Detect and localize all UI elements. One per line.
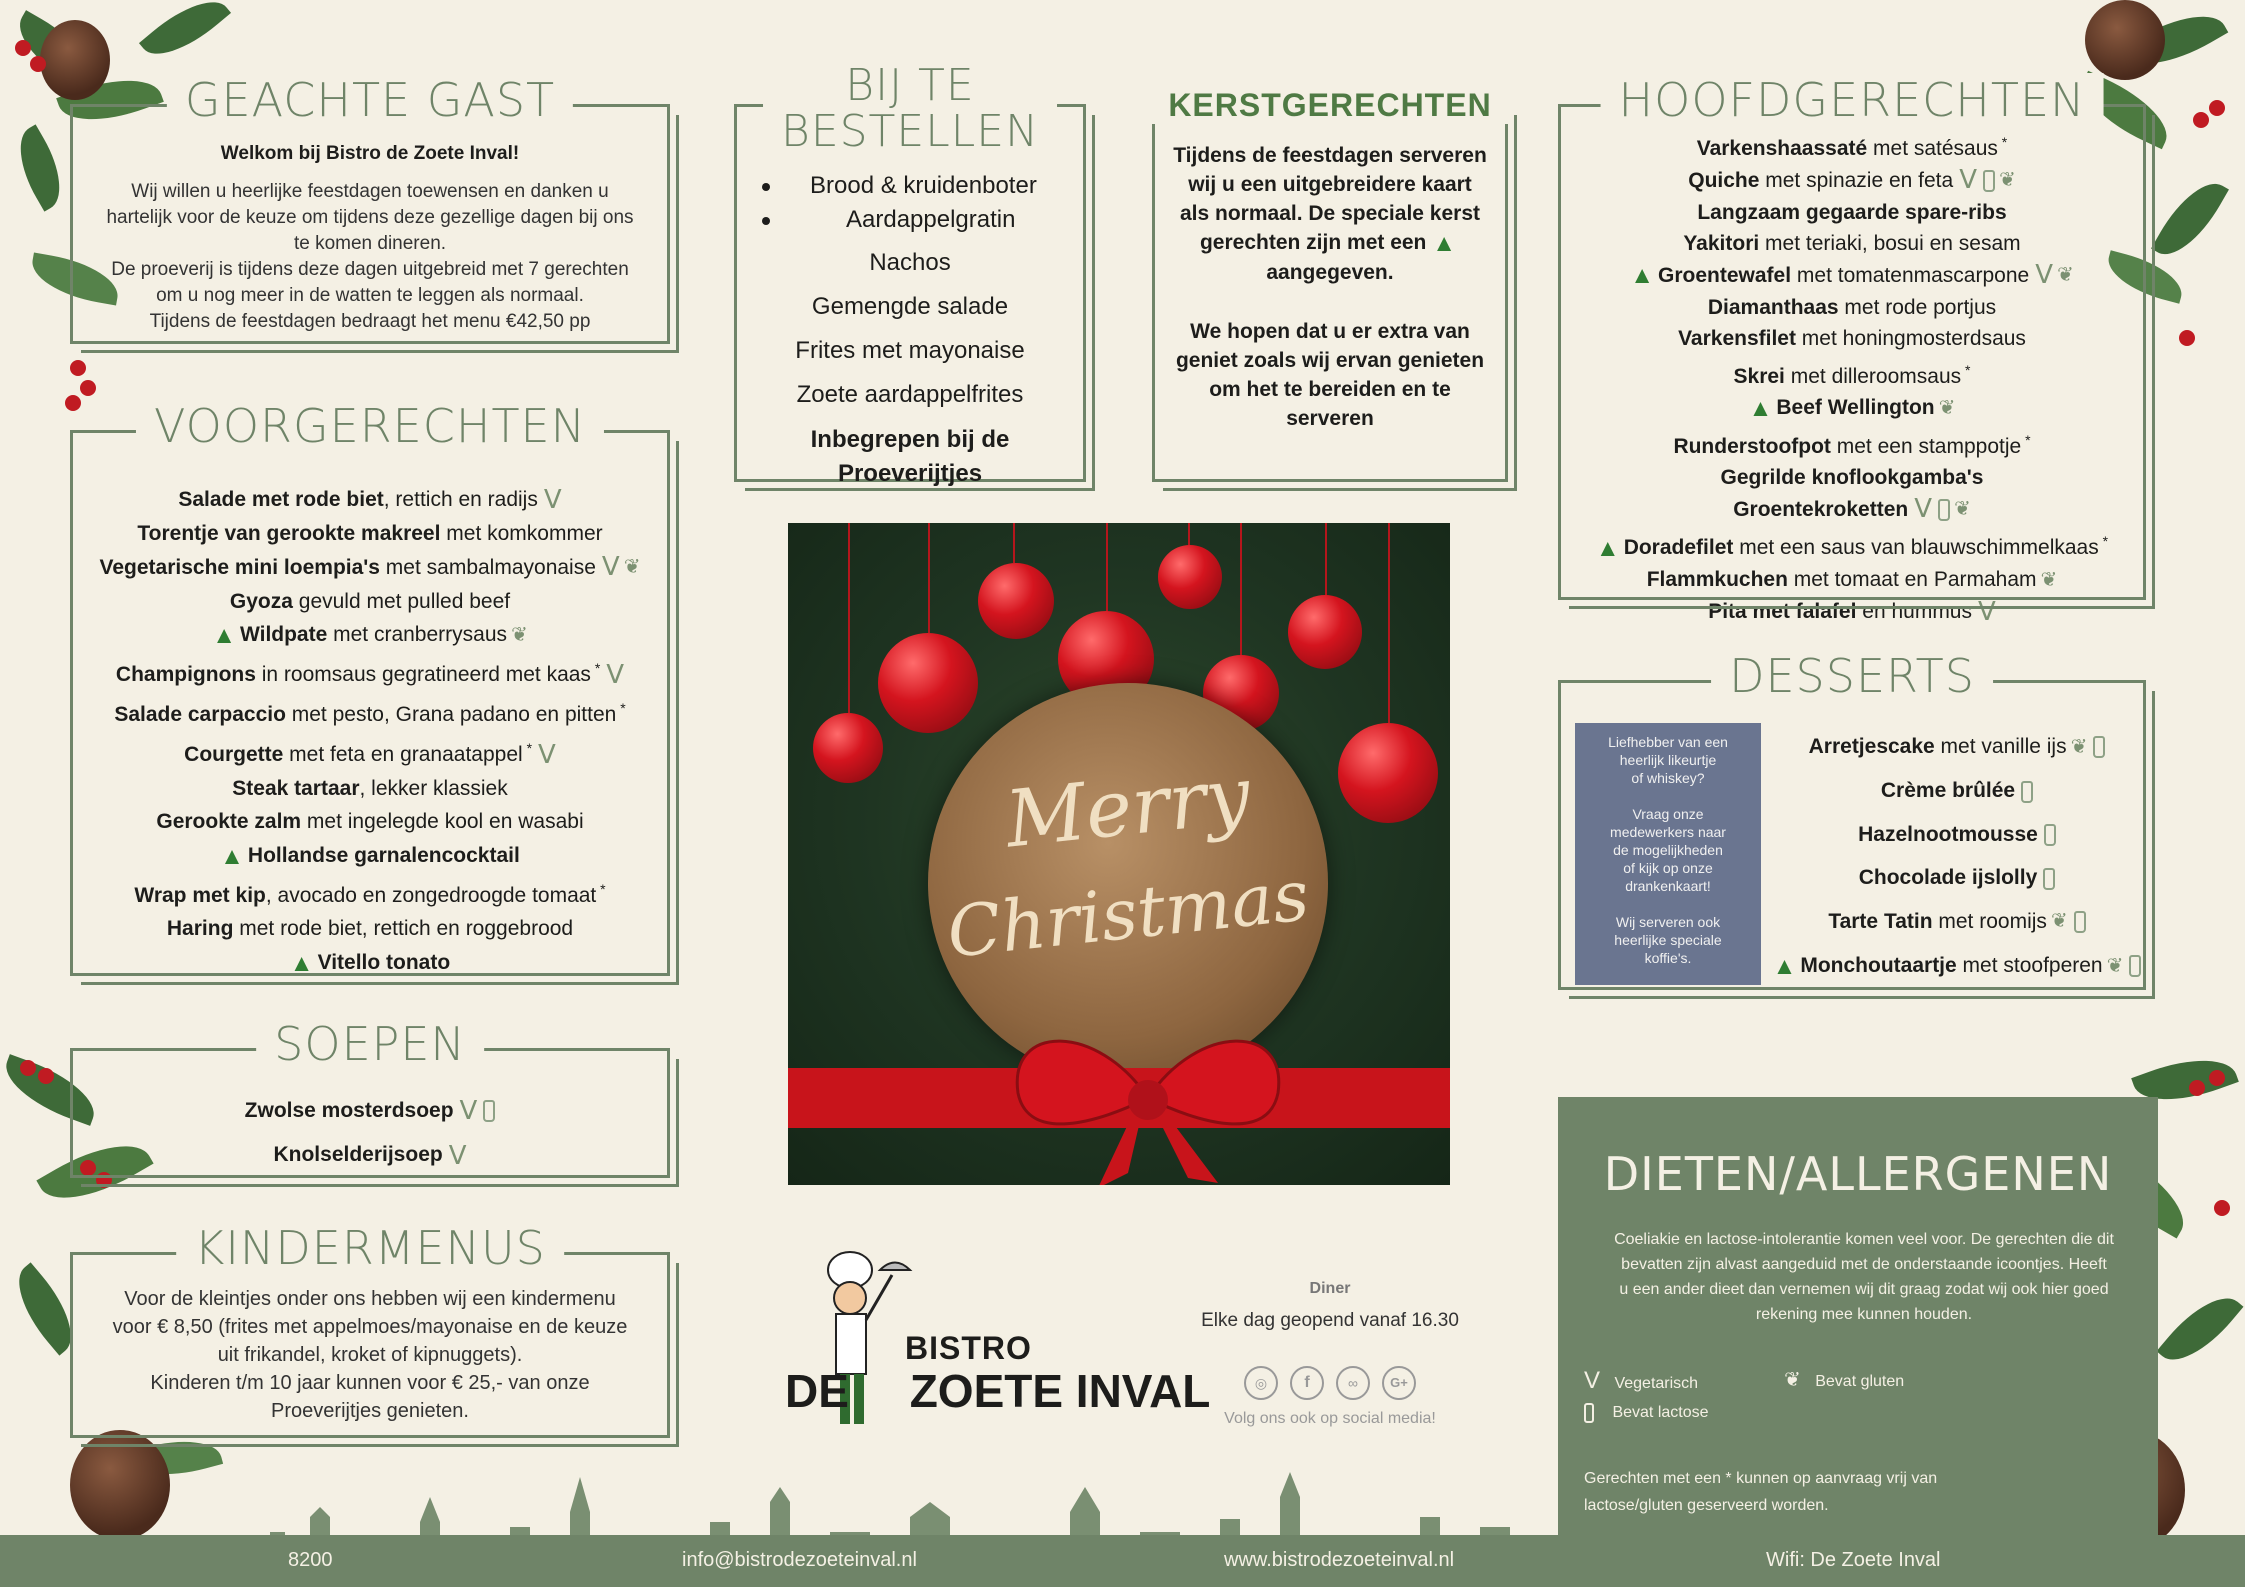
footer-email[interactable]: info@bistrodezoeteinval.nl <box>682 1549 917 1571</box>
pinecone-icon <box>70 1430 170 1540</box>
dish-name: Monchoutaartje <box>1800 953 1957 977</box>
vegetarian-icon: V <box>1914 494 1933 525</box>
red-bow-icon <box>988 1003 1308 1185</box>
starter-dish-row <box>73 839 667 873</box>
soups-heading: SOEPEN <box>256 1017 484 1071</box>
dish-description: met een stamppotje <box>1830 434 2022 458</box>
footer-phone: 8200 <box>288 1549 333 1571</box>
main-dish-row <box>1561 596 2143 628</box>
gluten-icon: ❦ <box>2040 568 2058 591</box>
starters-heading: VOORGERECHTEN <box>136 399 604 453</box>
vegetarian-icon: V <box>606 660 625 691</box>
main-dish-row <box>1561 392 2143 424</box>
dish-description: en hummus <box>1856 600 1972 624</box>
dish-name: Varkenshaassaté <box>1696 137 1868 160</box>
lactose-icon <box>1983 170 1995 192</box>
main-dish-row <box>1561 323 2143 355</box>
vegetarian-icon: V <box>459 1096 478 1127</box>
dish-name: Hollandse garnalencocktail <box>247 843 520 867</box>
drinks-info-box: Liefhebber van een heerlijk likeurtje of whiskey? Vraag onze medewerkers naar de mogelijkheden of kijk op onze drankenkaart! Wij serveren ook heerlijke speciale koffie's. <box>1575 723 1761 985</box>
christmas-tree-icon: ▲ <box>1630 262 1655 290</box>
footer-wifi: Wifi: De Zoete Inval <box>1766 1549 1941 1571</box>
dish-description: met spinazie en feta <box>1759 168 1954 192</box>
lactose-icon <box>2093 736 2105 758</box>
dish-description: in roomsaus gegratineerd met kaas <box>255 663 591 687</box>
asterisk-mark: * <box>1961 361 1971 378</box>
starter-dish-row <box>73 692 667 731</box>
diets-footnote: Gerechten met een * kunnen op aanvraag vrij van lactose/gluten geserveerd worden. <box>1584 1470 1938 1514</box>
starter-dish-row <box>73 946 667 980</box>
starter-dish-row <box>73 483 667 517</box>
starter-dish-row <box>73 912 667 945</box>
gluten-icon: ❦ <box>2056 264 2074 287</box>
starter-dish-row <box>73 805 667 838</box>
starter-dish-row <box>73 517 667 550</box>
starters-panel <box>70 399 670 977</box>
order-heading: BIJ TE BESTELLEN <box>763 63 1057 155</box>
christmas-dishes-panel <box>1152 87 1508 482</box>
order-panel <box>734 60 1086 487</box>
main-dish-row <box>1561 564 2143 596</box>
lactose-icon <box>2129 955 2141 977</box>
christmas-tree-icon: ▲ <box>289 949 314 977</box>
lactose-icon <box>483 1100 495 1122</box>
dessert-row <box>1771 769 2143 813</box>
logo-name: DE ZOETE INVAL <box>785 1365 1211 1417</box>
desserts-panel <box>1558 649 2146 990</box>
diner-info <box>1160 1280 1500 1428</box>
gluten-icon: ❦ <box>1784 1369 1801 1391</box>
vegetarian-icon: V <box>2035 260 2053 291</box>
mains-list <box>1561 127 2143 628</box>
legend-gluten: ❦ Bevat gluten <box>1784 1369 1905 1391</box>
christmas-tree-icon: ▲ <box>212 621 236 649</box>
lactose-icon <box>2044 824 2056 846</box>
kids-text: Voor de kleintjes onder ons hebben wij een kindermenu voor € 8,50 (frites met appelmoes/mayonaise en de keuze uit frikandel, kroket of kipnuggets). Kinderen t/m 10 jaar kunnen voor € 25,- van onze Proeverijtjes genieten. <box>112 1288 628 1422</box>
vegetarian-icon: V <box>1584 1367 1601 1394</box>
asterisk-mark: * <box>2021 431 2031 448</box>
dish-description: met cranberrysaus <box>327 623 508 647</box>
christmas-dishes-heading: KERSTGERECHTEN <box>1150 87 1509 124</box>
social-icons <box>1160 1366 1500 1400</box>
dish-description: met een saus van blauwschimmelkaas <box>1733 535 2099 559</box>
dish-description: met ingelegde kool en wasabi <box>301 810 584 834</box>
dish-name: Tarte Tatin <box>1828 909 1933 933</box>
dish-name: Diamanthaas <box>1707 295 1839 319</box>
dish-name: Gegrilde knoflookgamba's <box>1720 466 1984 490</box>
merry-christmas-image <box>788 523 1450 1185</box>
dish-name: Vegetarische mini loempia's <box>99 555 380 579</box>
facebook-icon[interactable]: f <box>1290 1366 1324 1400</box>
dish-description: met komkommer <box>440 522 603 546</box>
diner-hours: Elke dag geopend vanaf 16.30 <box>1201 1310 1459 1331</box>
diets-panel <box>1558 1097 2158 1557</box>
main-dish-row <box>1561 127 2143 165</box>
lactose-icon <box>2074 911 2086 933</box>
main-dish-row <box>1561 425 2143 463</box>
dish-description: met tomaat en Parmaham <box>1787 568 2037 592</box>
diner-label: Diner <box>1309 1280 1351 1297</box>
lactose-icon <box>1938 499 1950 521</box>
dish-name: Runderstoofpot <box>1673 434 1831 458</box>
dish-description: , avocado en zongedroogde tomaat <box>265 883 597 907</box>
vegetarian-icon: V <box>1978 596 1996 627</box>
mains-heading: HOOFDGERECHTEN <box>1601 73 2104 127</box>
dish-description: met tomatenmascarpone <box>1791 263 2030 287</box>
dessert-row <box>1771 900 2143 944</box>
dish-description: , rettich en radijs <box>383 488 538 511</box>
gluten-icon: ❦ <box>1954 498 1971 521</box>
dish-description: met sambalmayonaise <box>379 555 596 579</box>
google-plus-icon[interactable]: G+ <box>1382 1366 1416 1400</box>
dish-name: Skrei <box>1733 364 1785 388</box>
welcome-panel <box>70 73 670 344</box>
dish-name: Wrap met kip <box>134 883 266 907</box>
desserts-heading: DESSERTS <box>1711 649 1993 703</box>
pinecone-icon <box>2085 0 2165 80</box>
christmas-tree-icon: ▲ <box>1595 534 1620 562</box>
main-dish-row <box>1561 526 2143 564</box>
dish-description: met vanille ijs <box>1934 735 2067 758</box>
dish-name: Haring <box>166 917 234 941</box>
main-dish-row <box>1561 494 2143 526</box>
dessert-row <box>1771 944 2143 988</box>
main-dish-row <box>1561 292 2143 324</box>
diets-text: Coeliakie en lactose-intolerantie komen veel voor. De gerechten die dit bevatten zijn alvast aangeduid met de onderstaande icoontjes. Heeft u een ander dieet dan vernemen wij dit graag zodat wij ook hier goed rekening mee kunnen houden. <box>1614 1231 2114 1323</box>
christmas-tree-icon: ▲ <box>1748 395 1773 423</box>
dish-name: Courgette <box>184 742 284 766</box>
vegetarian-icon: V <box>601 552 620 583</box>
gluten-icon: ❦ <box>511 623 528 646</box>
dessert-row <box>1771 813 2143 857</box>
dish-description: met stoofperen <box>1956 953 2103 977</box>
dish-description: met rode portjus <box>1838 295 1997 319</box>
legend-lactose: Bevat lactose <box>1584 1403 1709 1423</box>
tripadvisor-icon[interactable]: ∞ <box>1336 1366 1370 1400</box>
lactose-icon <box>2021 781 2033 803</box>
gluten-icon: ❦ <box>623 556 641 579</box>
starter-dish-row <box>73 551 667 585</box>
dish-name: Langzaam gegaarde spare-ribs <box>1697 200 2007 224</box>
starter-dish-row <box>73 585 667 618</box>
welcome-title: Welkom bij Bistro de Zoete Inval! <box>220 143 520 164</box>
dish-name: Varkensfilet <box>1678 327 1796 351</box>
christmas-tree-icon: ▲ <box>1772 952 1797 980</box>
dish-name: Doradefilet <box>1623 535 1734 559</box>
soups-list <box>73 1089 667 1178</box>
dish-name: Beef Wellington <box>1776 396 1935 420</box>
gluten-icon: ❦ <box>2106 954 2124 977</box>
dish-name: Chocolade ijslolly <box>1858 866 2038 890</box>
kids-heading: KINDERMENUS <box>176 1221 564 1275</box>
dish-name: Champignons <box>115 663 256 687</box>
gluten-icon: ❦ <box>2050 910 2068 933</box>
dish-name: Arretjescake <box>1808 735 1935 758</box>
dish-description: gevuld met pulled beef <box>292 589 511 613</box>
vegetarian-icon: V <box>448 1140 467 1171</box>
kids-panel <box>70 1221 670 1438</box>
desserts-list <box>1771 725 2143 988</box>
welcome-heading: GEACHTE GAST <box>167 73 573 127</box>
logo-bistro: BISTRO <box>905 1330 1032 1366</box>
soups-panel <box>70 1017 670 1178</box>
lactose-icon <box>1584 1403 1594 1423</box>
asterisk-mark: * <box>596 880 606 897</box>
dish-description: met roomijs <box>1932 909 2047 933</box>
dish-name: Groentewafel <box>1658 263 1792 287</box>
starters-list <box>73 483 667 980</box>
dish-name: Knolselderijsoep <box>273 1143 443 1167</box>
dish-description: met satésaus <box>1867 137 1998 160</box>
instagram-icon[interactable]: ◎ <box>1244 1366 1278 1400</box>
starter-dish-row <box>73 618 667 652</box>
dish-name: Steak tartaar <box>232 777 360 800</box>
dish-name: Torentje van gerookte makreel <box>137 522 441 546</box>
dish-name: Wildpate <box>239 623 328 647</box>
vegetarian-icon: V <box>543 484 562 515</box>
dish-description: met pesto, Grana padano en pitten <box>285 703 617 727</box>
starter-dish-row <box>73 873 667 912</box>
dish-name: Quiche <box>1688 168 1760 192</box>
dish-description: met rode biet, rettich en roggebrood <box>233 917 574 941</box>
christmas-tree-icon: ▲ <box>220 842 244 870</box>
asterisk-mark: * <box>522 739 533 756</box>
starter-dish-row <box>73 732 667 772</box>
dish-name: Flammkuchen <box>1646 568 1788 592</box>
gluten-icon: ❦ <box>2070 735 2088 758</box>
asterisk-mark: * <box>1997 134 2008 150</box>
lactose-icon <box>2043 868 2055 890</box>
main-dish-row <box>1561 197 2143 229</box>
dish-name: Groentekroketten <box>1733 497 1909 521</box>
diets-heading: DIETEN/ALLERGENEN <box>1603 1147 2113 1201</box>
vegetarian-icon: V <box>538 739 556 770</box>
gluten-icon: ❦ <box>1938 397 1956 420</box>
dish-name: Zwolse mosterdsoep <box>244 1099 454 1122</box>
welcome-text: Wij willen u heerlijke feestdagen toewensen en danken u hartelijk voor de keuze om tijdens deze gezellige dagen bij ons te komen dineren. De proeverij is tijdens deze dagen uitgebreid met 7 gerechten om u nog meer in de watten te leggen als normaal. Tijdens de feestdagen bedraagt het menu €42,50 pp <box>106 181 634 332</box>
dish-name: Salade met rode biet <box>178 488 384 511</box>
dish-description: met honingmosterdsaus <box>1795 327 2026 351</box>
christmas-text: Christmas <box>943 854 1313 974</box>
main-dish-row <box>1561 355 2143 393</box>
dish-name: Pita met falafel <box>1708 600 1857 624</box>
pinecone-icon <box>40 20 110 100</box>
order-list: Brood & kruidenboter Aardappelgratin Nachos Gemengde salade Frites met mayonaise Zoete aardappelfrites Inbegrepen bij de Proeverijtjes <box>737 169 1083 491</box>
soup-row <box>73 1133 667 1177</box>
vegetarian-icon: V <box>1959 165 1977 196</box>
dish-description: met teriaki, bosui en sesam <box>1759 232 2021 256</box>
main-dish-row <box>1561 462 2143 494</box>
main-dish-row <box>1561 165 2143 197</box>
social-text: Volg ons ook op social media! <box>1224 1410 1436 1427</box>
dessert-row <box>1771 725 2143 769</box>
asterisk-mark: * <box>590 660 601 677</box>
dish-description: met feta en granaatappel <box>283 742 523 766</box>
dish-name: Salade carpaccio <box>114 703 286 727</box>
footer-bar <box>0 1535 2245 1587</box>
dish-description: , lekker klassiek <box>359 777 508 800</box>
dish-name: Gyoza <box>229 589 293 613</box>
starter-dish-row <box>73 772 667 805</box>
mains-panel <box>1558 73 2146 627</box>
dish-name: Hazelnootmousse <box>1858 822 2038 846</box>
dish-description: met dilleroomsaus <box>1784 364 1962 388</box>
christmas-dishes-text: Tijdens de feestdagen serveren wij u een uitgebreidere kaart als normaal. De speciale kerst gerechten zijn met een ▲ aangegeven. We hopen dat u er extra van geniet zoals wij ervan genieten om het te bereiden en te serveren <box>1173 144 1487 430</box>
bistro-logo <box>780 1250 1211 1450</box>
starter-dish-row <box>73 652 667 692</box>
asterisk-mark: * <box>616 700 626 717</box>
main-dish-row <box>1561 228 2143 260</box>
legend-vegetarian: V Vegetarisch <box>1584 1367 1699 1394</box>
dish-name: Crème brûlée <box>1880 779 2016 803</box>
footer-website[interactable]: www.bistrodezoeteinval.nl <box>1224 1549 1455 1571</box>
main-dish-row <box>1561 260 2143 292</box>
dish-name: Vitello tonato <box>317 950 451 974</box>
asterisk-mark: * <box>2098 532 2109 549</box>
christmas-tree-icon: ▲ <box>1432 229 1456 257</box>
dish-name: Gerookte zalm <box>156 810 302 834</box>
gluten-icon: ❦ <box>1999 169 2016 192</box>
merry-text: Merry <box>1001 750 1255 866</box>
dish-name: Yakitori <box>1683 232 1760 256</box>
soup-row <box>73 1089 667 1133</box>
dessert-row <box>1771 856 2143 900</box>
